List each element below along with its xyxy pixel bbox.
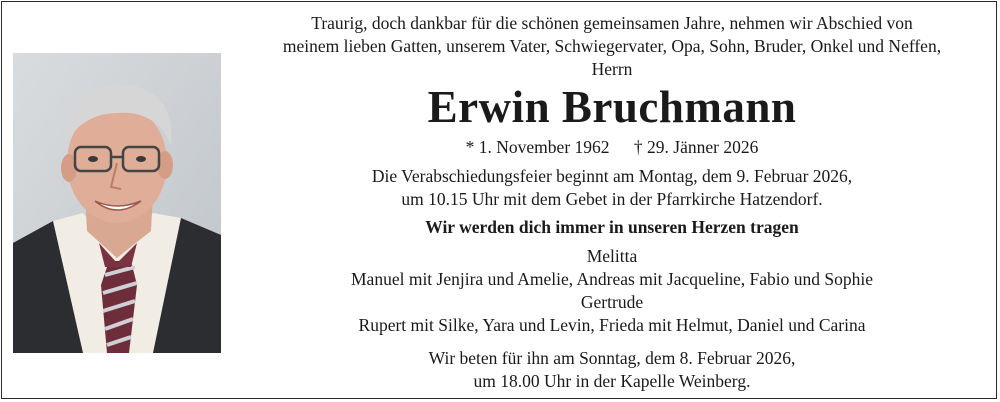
obituary-notice — [1, 1, 997, 399]
prayer-line: um 18.00 Uhr in der Kapelle Weinberg. — [473, 371, 751, 391]
death-date: † 29. Jänner 2026 — [633, 137, 759, 157]
mourner-line: Gertrude — [580, 292, 644, 312]
mourner-line: Melitta — [586, 246, 638, 266]
prayer-line: Wir beten für ihn am Sonntag, dem 8. Februar 2026, — [428, 348, 796, 368]
intro-line: Herrn — [591, 59, 633, 79]
mourner-line: Manuel mit Jenjira und Amelie, Andreas mit Jacqueline, Fabio und Sophie — [351, 269, 873, 289]
portrait-illustration — [13, 53, 221, 353]
birth-date: * 1. November 1962 — [465, 137, 610, 157]
life-dates — [226, 136, 998, 159]
mourner-line: Rupert mit Silke, Yara und Levin, Frieda mit Helmut, Daniel und Carina — [358, 315, 866, 335]
ceremony-line: Die Verabschiedungsfeier beginnt am Montag, dem 9. Februar 2026, — [371, 166, 853, 186]
deceased-name: Erwin Bruchmann — [427, 82, 797, 132]
prayer-info — [226, 347, 998, 393]
portrait-photo — [13, 53, 221, 353]
intro-line: meinem lieben Gatten, unserem Vater, Schwiegervater, Opa, Sohn, Bruder, Onkel und Neffen, — [282, 36, 942, 56]
mourners-list — [226, 245, 998, 337]
intro-line: Traurig, doch dankbar für die schönen gemeinsamen Jahre, nehmen wir Abschied von — [311, 13, 913, 33]
ceremony-info — [226, 165, 998, 211]
ceremony-line: um 10.15 Uhr mit dem Gebet in der Pfarrkirche Hatzendorf. — [401, 189, 823, 209]
intro-text — [226, 12, 998, 81]
motto: Wir werden dich immer in unseren Herzen tragen — [425, 217, 799, 237]
